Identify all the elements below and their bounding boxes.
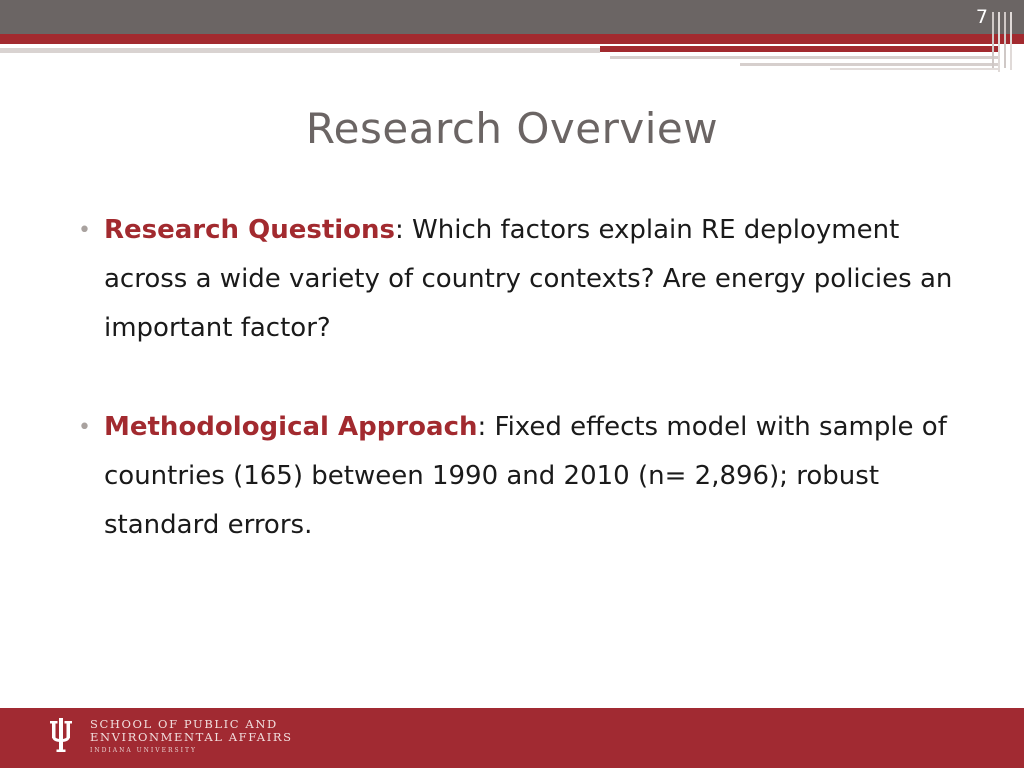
page-number: 7 [975,6,988,28]
header-stripe [740,63,1000,66]
header-vertical-line [992,12,994,68]
bullet-heading: Methodological Approach [104,412,478,442]
bullet-heading: Research Questions [104,215,396,245]
footer-school-name [90,718,293,755]
bullet-dot-icon: • [78,218,91,243]
header-vertical-line [1010,12,1012,70]
header-stripe [830,68,1000,70]
slide-title: Research Overview [305,104,719,153]
bullet-item [76,403,956,550]
footer-line: SCHOOL OF PUBLIC AND [90,717,278,731]
footer-university: INDIANA UNIVERSITY [90,747,197,754]
bullet-list [76,206,956,600]
header-vertical-line [998,12,1000,72]
bullet-dot-icon: • [78,415,91,440]
footer-line: ENVIRONMENTAL AFFAIRS [90,730,293,744]
header-accent-band [0,34,1024,44]
bullet-text: : Fixed effects model with sample of countries (165) between 1990 and 2010 (n= 2,896); robust standard errors. [104,412,947,540]
iu-trident-icon [50,718,72,752]
header-stripe [0,48,600,53]
footer-band [0,708,1024,768]
header-band [0,0,1024,34]
header-stripe [610,56,1000,59]
bullet-item [76,206,956,353]
header-stripe [600,46,1000,52]
bullet-text: : Which factors explain RE deployment across a wide variety of country contexts? Are energy policies an important factor? [104,215,953,343]
header-vertical-line [1004,12,1006,68]
